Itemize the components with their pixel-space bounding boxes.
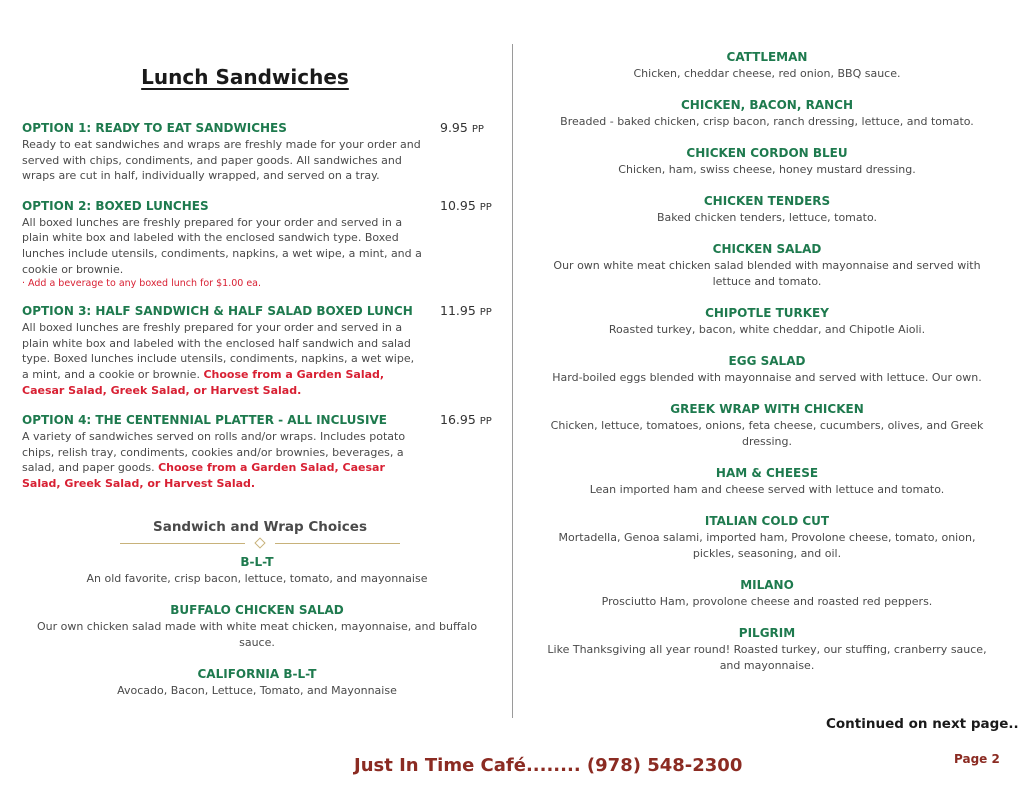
option-price: 10.95 PP [440,197,492,213]
option-description: Ready to eat sandwiches and wraps are freshly made for your order and served with chips, condiments, and paper goods. All sandwiches and wraps are cut in half, individually wrapped, and served on a tray. [22,138,421,183]
ornament-divider [120,539,400,547]
item-description: Avocado, Bacon, Lettuce, Tomato, and Mayonnaise [117,683,397,697]
option-1 [22,120,498,184]
item-name: CHICKEN, BACON, RANCH [680,98,854,112]
option-description: All boxed lunches are freshly prepared for your order and served in a plain white box and labeled with the enclosed half sandwich and salad type. Boxed lunches include utensils, condiments, napkins, a wet wipe, a mint, and a cookie or brownie. Choose from a Garden Salad, Caesar Salad, Greek Salad, or Harvest Salad. [22,321,415,397]
item-description: Our own white meat chicken salad blended with mayonnaise and served with lettuce and tomato. [553,259,981,288]
item-name: CHICKEN TENDERS [703,194,831,208]
item-name: EGG SALAD [728,354,806,368]
item-description: Mortadella, Genoa salami, imported ham, Provolone cheese, tomato, onion, pickles, seasoning, and oil. [558,531,976,560]
option-price: 9.95 PP [440,120,484,135]
item-name: B-L-T [240,554,274,569]
beverage-addon-note: · Add a beverage to any boxed lunch for $1.00 ea. [22,278,262,290]
menu-item [540,98,994,130]
item-name: MILANO [740,578,794,592]
item-description: Breaded - baked chicken, crisp bacon, ranch dressing, lettuce, and tomato. [560,115,974,128]
menu-item [22,667,492,699]
item-name: CHICKEN SALAD [712,242,822,256]
continued-note: Continued on next page.. [826,716,1019,732]
item-description: Baked chicken tenders, lettuce, tomato. [657,211,877,224]
item-name: CATTLEMAN [726,50,808,64]
item-description: Lean imported ham and cheese served with lettuce and tomato. [589,483,945,496]
option-title: OPTION 3: HALF SANDWICH & HALF SALAD BOXED LUNCH [22,304,413,319]
menu-item [540,242,994,290]
menu-item [540,354,994,386]
item-name: CHICKEN CORDON BLEU [686,146,848,160]
right-column [540,50,994,690]
salad-choice-note: Choose from a Garden Salad, Caesar Salad, Greek Salad, or Harvest Salad. [22,461,385,490]
menu-item [540,466,994,498]
item-description: Hard-boiled eggs blended with mayonnaise and served with lettuce. Our own. [552,371,982,384]
item-description: Chicken, lettuce, tomatoes, onions, feta cheese, cucumbers, olives, and Greek dressing. [550,419,984,448]
option-price: 16.95 PP [440,412,492,428]
column-divider [512,44,513,718]
menu-item [540,402,994,450]
item-name: CALIFORNIA B-L-T [197,666,317,681]
item-name: BUFFALO CHICKEN SALAD [170,602,344,617]
salad-choice-note: Choose from a Garden Salad, Caesar Salad, Greek Salad, or Harvest Salad. [22,367,385,397]
item-description: An old favorite, crisp bacon, lettuce, tomato, and mayonnaise [86,571,428,585]
menu-item [22,603,492,651]
menu-item [540,194,994,226]
item-description: Like Thanksgiving all year round! Roasted turkey, our stuffing, cranberry sauce, and mayonnaise. [547,643,987,672]
footer-contact: Just In Time Café........ (978) 548-2300 [354,755,743,776]
option-title: OPTION 1: READY TO EAT SANDWICHES [22,121,287,135]
page-title: Lunch Sandwiches [141,65,349,89]
menu-item [540,306,994,338]
option-4 [22,412,498,491]
option-description: A variety of sandwiches served on rolls and/or wraps. Includes potato chips, relish tray, condiments, cookies and/or brownies, beverages, a salad, and paper goods. Choose from a Garden Salad, Caesar Salad, Greek Salad, or Harvest Salad. [22,430,406,490]
item-name: GREEK WRAP WITH CHICKEN [670,402,864,416]
item-description: Prosciutto Ham, provolone cheese and roasted red peppers. [601,595,933,608]
item-name: ITALIAN COLD CUT [704,514,830,528]
option-price: 11.95 PP [440,303,492,319]
menu-item [540,626,994,674]
page-number: Page 2 [954,752,1000,766]
menu-item [540,50,994,82]
menu-item [22,555,492,587]
menu-item [540,578,994,610]
menu-item [540,514,994,562]
menu-item [540,146,994,178]
item-name: CHIPOTLE TURKEY [705,306,829,320]
option-3 [22,303,498,398]
choices-heading: Sandwich and Wrap Choices [152,518,367,535]
option-2 [22,198,498,289]
item-description: Roasted turkey, bacon, white cheddar, and Chipotle Aioli. [608,323,926,336]
option-title: OPTION 2: BOXED LUNCHES [22,198,209,213]
left-column [22,60,498,715]
option-title: OPTION 4: THE CENTENNIAL PLATTER - ALL INCLUSIVE [22,413,387,428]
item-description: Our own chicken salad made with white meat chicken, mayonnaise, and buffalo sauce. [36,619,478,649]
option-description: All boxed lunches are freshly prepared for your order and served in a plain white box and labeled with the enclosed sandwich type. Boxed lunches include utensils, condiments, napkins, a wet wipe, a mint, and a cookie or brownie. [22,215,422,276]
item-description: Chicken, ham, swiss cheese, honey mustard dressing. [618,163,916,176]
item-name: PILGRIM [738,626,796,640]
item-description: Chicken, cheddar cheese, red onion, BBQ sauce. [633,67,901,80]
item-name: HAM & CHEESE [715,466,819,480]
